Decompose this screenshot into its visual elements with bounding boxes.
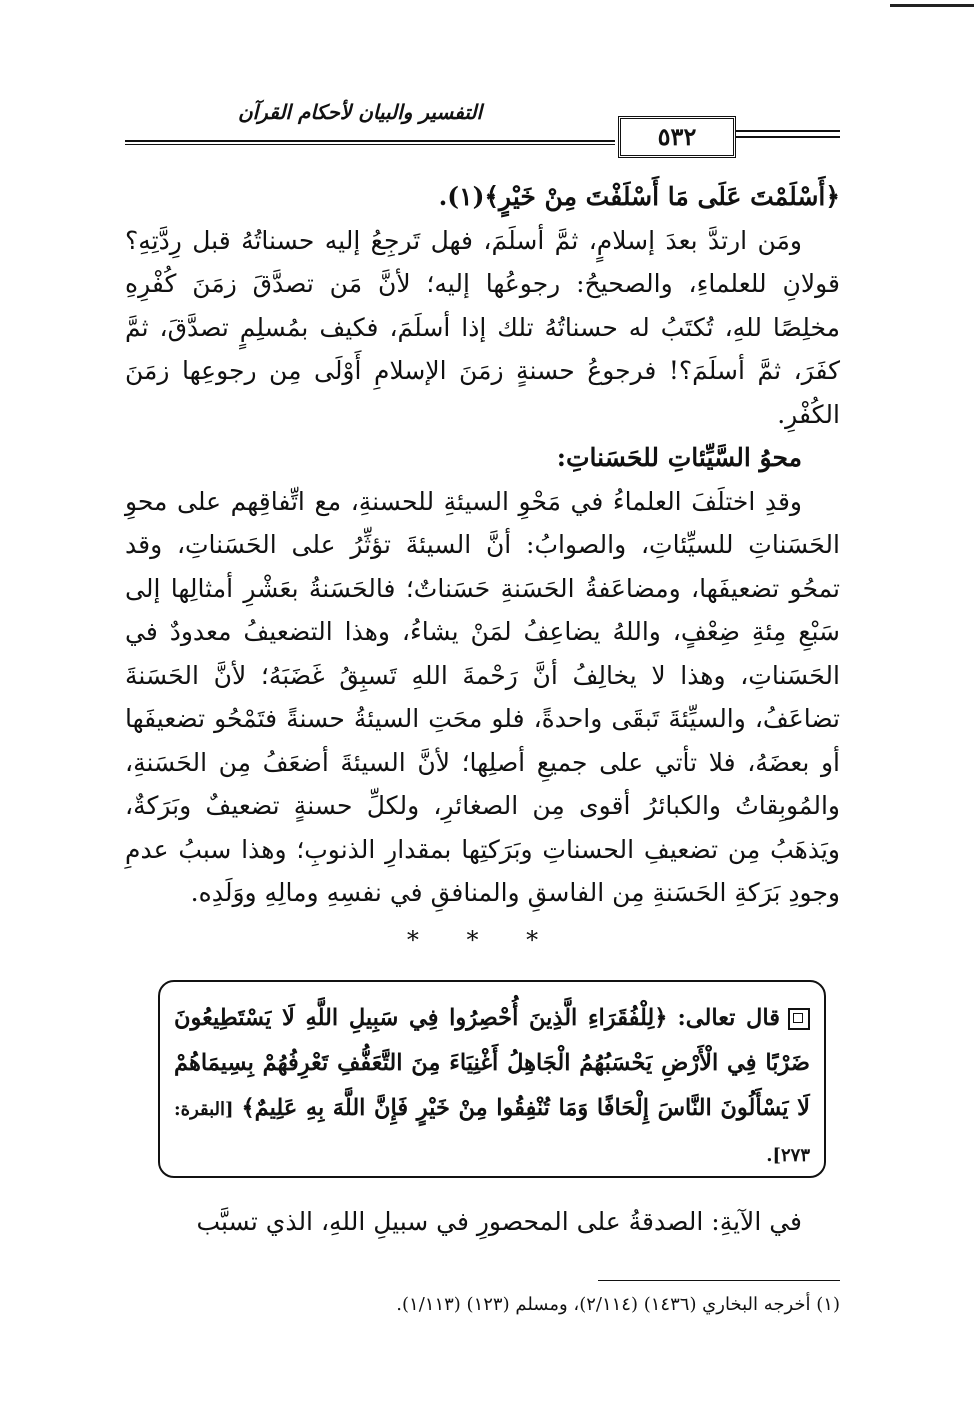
header-rule-right xyxy=(735,130,840,138)
page-number: ٥٣٢ xyxy=(618,116,736,158)
page-header xyxy=(125,100,840,160)
main-text xyxy=(125,175,840,962)
quran-verse: ﴿لِلْفُقَرَاءِ الَّذِينَ أُحْصِرُوا فِي سَبِيلِ اللَّهِ لَا يَسْتَطِيعُونَ ضَرْبًا فِي الْأَرْضِ يَحْسَبُهُمُ الْجَاهِلُ أَغْنِيَاءَ مِنَ التَّعَفُّفِ تَعْرِفُهُمْ بِسِيمَاهُمْ لَا يَسْأَلُونَ النَّاسَ إِلْحَافًا وَمَا تُنْفِقُوا مِنْ خَيْرٍ فَإِنَّ اللَّهَ بِهِ عَلِيمٌ﴾ xyxy=(174,1005,810,1121)
footnote-separator xyxy=(598,1280,840,1281)
paragraph-after-box: في الآيةِ: الصدقةُ على المحصورِ في سبيلِ اللهِ، الذي تسبَّب xyxy=(196,1207,802,1236)
paragraph-erasure: وقدِ اختلَفَ العلماءُ في مَحْوِ السيئةِ للحسنةِ، مع اتِّفاقِهم على محوِ الحَسَناتِ للسيِّئاتِ، والصوابُ: أنَّ السيئةَ تؤثِّرُ على الحَسَناتِ، وقد تمحُو تضعيفَها، ومضاعَفةُ الحَسَنةِ حَسَناتٌ؛ فالحَسَنةُ بعَشْرِ أمثالِها إلى سَبْعِ مِئةِ ضِعْفٍ، واللهُ يضاعِفُ لمَنْ يشاءُ، وهذا التضعيفُ معدودٌ في الحَسَناتِ، وهذا لا يخالِفُ أنَّ رَحْمةَ اللهِ تَسبِقُ غَضَبَهُ؛ لأنَّ الحَسَنةَ تضاعَفُ، والسيِّئةَ تَبقَى واحدةً، فلو محَتِ السيئةُ حسنةً فتَمْحُو تضعيفَها أو بعضَهُ، فلا تأتي على جميعِ أصلِها؛ لأنَّ السيئةَ أضعَفُ مِن الحَسَنةِ، والمُوبِقاتُ والكبائرُ أقوى مِن الصغائرِ، ولكلِّ حسنةٍ تضعيفٌ وبَرَكةٌ، ويَذهَبُ مِن تضعيفِ الحسناتِ وبَرَكتِها بمقدارِ الذنوبِ؛ وهذا سببُ عدمِ وجودِ بَرَكةِ الحَسَنةِ مِن الفاسقِ والمنافقِ في نفسِهِ ومالِهِ ووَلَدِه. xyxy=(125,486,840,907)
header-rule-left xyxy=(125,140,615,145)
corner-mark xyxy=(890,4,974,7)
verse-line: ﴿أَسْلَمْتَ عَلَى مَا أَسْلَفْتَ مِنْ خَيْرٍ﴾(١). xyxy=(438,182,840,211)
ornament-square-icon xyxy=(788,1008,810,1030)
running-title: التفسير والبيان لأحكام القرآن xyxy=(237,100,483,124)
quran-verse-box xyxy=(158,980,826,1178)
paragraph-apostasy: ومَن ارتدَّ بعدَ إسلامٍ، ثمَّ أسلَمَ، فهل تَرجِعُ إليه حسناتُهُ قبل رِدَّتِهِ؟ قولانِ للعلماءِ، والصحيحُ: رجوعُها إليه؛ لأنَّ مَن تصدَّقَ زمَنَ كُفْرِهِ مخلِصًا للهِ، تُكتَبُ له حسناتُهُ تلك إذا أسلَمَ، فكيف بمُسلِمٍ تصدَّقَ، ثمَّ كفَرَ، ثمَّ أسلَمَ؟! فرجوعُ حسنةٍ زمَنَ الإسلامِ أَوْلَى مِن رجوعِها زمَنَ الكُفْرِ. xyxy=(125,225,840,429)
verse-intro: قال تعالى: xyxy=(677,1005,780,1031)
section-heading: محوُ السَّيِّئاتِ للحَسَناتِ: xyxy=(556,443,802,472)
verse-reference: [البقرة: ٢٧٣]. xyxy=(174,1099,810,1166)
footnote: (١) أخرجه البخاري (١٤٣٦) (٢/١١٤)، ومسلم (١٢٣) (١/١١٣). xyxy=(396,1294,840,1315)
section-separator: * * * xyxy=(406,925,559,954)
